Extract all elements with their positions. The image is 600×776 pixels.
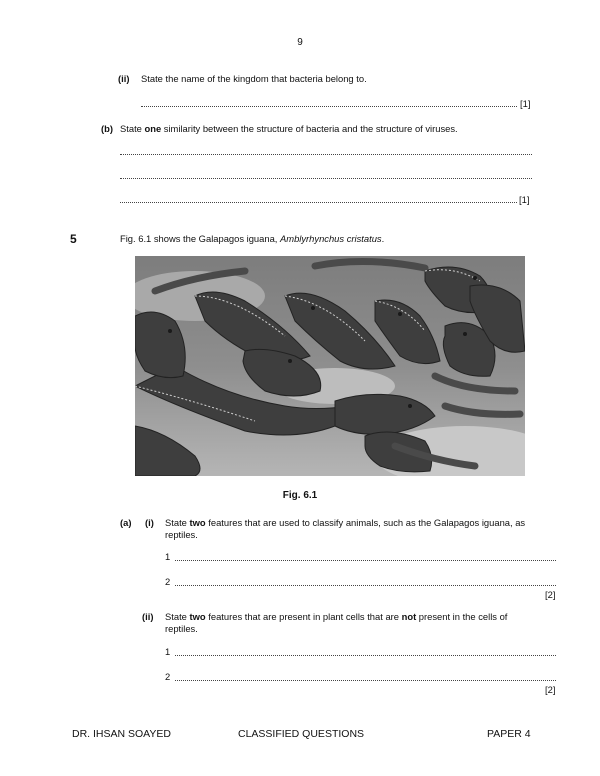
iguana-photo-drawing	[135, 256, 525, 476]
answer-number-1: 1	[165, 646, 171, 657]
q5-a-i-label: (i)	[145, 517, 154, 528]
answer-line[interactable]	[175, 655, 556, 656]
q4-ii-text: State the name of the kingdom that bacteria belong to.	[141, 73, 367, 84]
q4-b-mark: [1]	[519, 194, 530, 205]
answer-number-2: 2	[165, 576, 171, 587]
answer-number-1: 1	[165, 551, 171, 562]
answer-line[interactable]	[175, 560, 556, 561]
answer-line[interactable]	[120, 154, 532, 155]
q4-ii-label: (ii)	[118, 73, 130, 84]
footer-paper: PAPER 4	[487, 728, 531, 740]
figure-caption: Fig. 6.1	[282, 490, 318, 501]
answer-line[interactable]	[175, 585, 556, 586]
q4-ii-mark: [1]	[520, 98, 531, 109]
iguana-photo	[135, 256, 525, 476]
q5-a-i-mark: [2]	[545, 589, 556, 600]
question-number: 5	[70, 232, 77, 246]
page-number: 9	[297, 37, 303, 48]
q5-intro: Fig. 6.1 shows the Galapagos iguana, Amblyrhynchus cristatus.	[120, 233, 385, 244]
q5-a-i-text: State two features that are used to classify animals, such as the Galapagos iguana, as	[165, 517, 526, 528]
q5-a-ii-mark: [2]	[545, 684, 556, 695]
q4-b-label: (b)	[101, 123, 113, 134]
q5-a-ii-text: State two features that are present in plant cells that are not present in the cells of	[165, 611, 508, 622]
answer-number-2: 2	[165, 671, 171, 682]
q5-a-label: (a)	[120, 517, 132, 528]
answer-line[interactable]	[120, 202, 517, 203]
q4-b-text: State one similarity between the structure of bacteria and the structure of viruses.	[120, 123, 458, 134]
footer-title: CLASSIFIED QUESTIONS	[238, 728, 365, 740]
footer-author: DR. IHSAN SOAYED	[72, 728, 171, 740]
answer-line[interactable]	[175, 680, 556, 681]
q5-a-ii-text-line2: reptiles.	[165, 623, 198, 634]
q5-a-ii-label: (ii)	[142, 611, 154, 622]
answer-line[interactable]	[141, 106, 517, 107]
q5-a-i-text-line2: reptiles.	[165, 529, 198, 540]
answer-line[interactable]	[120, 178, 532, 179]
